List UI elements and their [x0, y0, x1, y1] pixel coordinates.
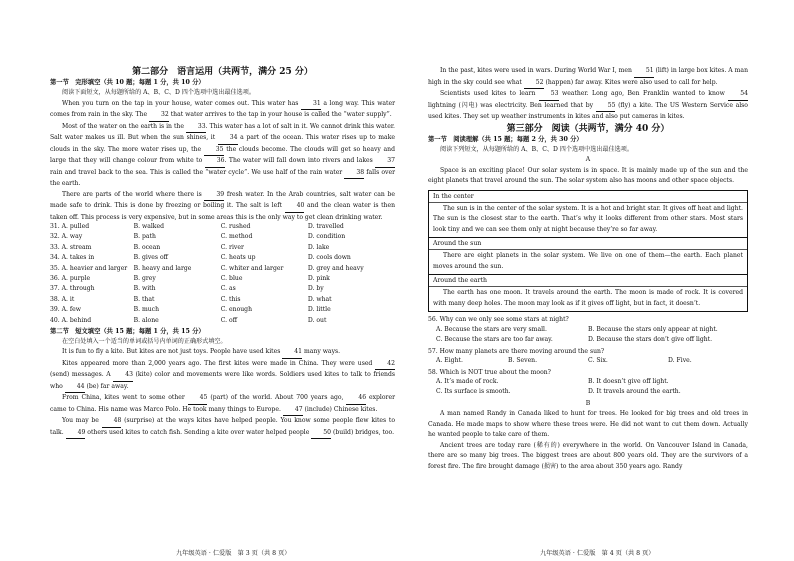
text: (be) far away.	[84, 382, 129, 390]
info-box-text: The sun is in the center of the solar system. It is a hot and bright star. It gives off heat and light. The sun is the closest star to the earth. That’s why it looks different from other stars. Most stars look tiny and we can see them only at night because they’re so far away.	[433, 204, 743, 233]
option-cell: D. by	[307, 285, 324, 293]
text: There are parts of the world where there is	[62, 190, 205, 198]
blank-35: 35	[204, 145, 224, 157]
info-box-heading: Around the sun	[429, 238, 747, 250]
answer-option[interactable]: D. Because the stars don’t give off light.	[588, 336, 713, 344]
info-box	[428, 274, 748, 312]
blank-44: 44	[65, 382, 85, 394]
text: . This water has a lot of salt in it. We cannot drink this water. Salt water makes us ill. But when the sun shines, it	[50, 122, 395, 141]
blank-45: 45	[188, 393, 208, 405]
answer-option[interactable]: C. Six.	[588, 357, 608, 365]
text: (send) messages. A	[50, 371, 114, 379]
option-row	[50, 254, 395, 264]
option-row	[50, 296, 395, 306]
blank-39: 39	[204, 190, 224, 202]
fill-paragraph-5	[428, 66, 748, 89]
option-cell: B. walked	[133, 223, 164, 230]
blank-32: 32	[149, 110, 169, 122]
text: (lift) in large box kites. A man high in the sky could see what	[428, 67, 748, 86]
option-cell: 32. A. way	[50, 233, 83, 241]
option-cell: C. method	[220, 233, 253, 241]
option-cell: 39. A. few	[50, 306, 81, 314]
passage-a-label: A	[585, 156, 591, 163]
fill-paragraph-1	[50, 347, 395, 359]
option-cell: C. enough	[220, 306, 253, 314]
blank-31: 31	[301, 99, 321, 111]
text: weather. Long ago, Ben Franklin wanted to know	[558, 90, 729, 97]
text: a long way	[320, 99, 358, 107]
fill-paragraph-3	[50, 393, 395, 416]
reading-instructions: 阅读下列短文，从每题所给的 A、B、C、D 四个选项中选出最佳选项。	[440, 145, 633, 153]
option-cell: C. as	[220, 285, 236, 293]
option-row	[50, 306, 395, 316]
option-cell: D. lake	[307, 243, 330, 251]
text: rain and travel back to the sea. This is called the “water cycle”. We use half of the rain water	[50, 168, 345, 176]
right-column	[428, 66, 748, 472]
text: From China, kites went to some other	[62, 394, 188, 402]
text: This water comes from rain in the sky. The	[50, 99, 396, 118]
passage-a-intro: Space is an exciting place! Our solar system is in space. It is mainly made up of the sun and the eight planets that travel around the sun. The solar system also has moons and other space objects.	[428, 166, 748, 184]
blank-50: 50	[311, 428, 331, 440]
blank-36: 36	[205, 156, 225, 168]
text: falls over the earth.	[50, 168, 395, 187]
option-cell: C. heats up	[220, 254, 256, 262]
blank-52: 52	[524, 78, 544, 90]
blank-38: 38	[344, 168, 364, 180]
question-stem: 57. How many planets are there moving around the sun?	[428, 347, 605, 355]
option-cell: 35. A. heavier and larger	[50, 264, 128, 272]
text: Most of the water on the earth is in the	[62, 122, 186, 130]
text: a part of the ocean. This water rises up to make clouds in the sky. The more water rises up, the	[50, 134, 395, 153]
blank-47: 47	[283, 405, 303, 417]
text: You may be	[62, 417, 102, 425]
option-row	[50, 265, 395, 275]
answer-option[interactable]: A. Eight.	[436, 357, 463, 365]
option-cell: D. condition	[307, 233, 346, 241]
answer-option[interactable]: B. Because the stars only appear at night.	[588, 325, 718, 333]
option-cell: B. ocean	[133, 243, 161, 251]
option-cell: 37. A. through	[50, 285, 95, 293]
answer-option[interactable]: A. It’s made of rock.	[436, 378, 499, 386]
text: fresh water. In the Arab countries, salt water can be made safe to drink. This is done by freezing or boiling it. The salt is left	[50, 190, 395, 209]
section-one-instructions: 阅读下面短文，从每题所给的 A、B、C、D 四个选项中选出最佳选项。	[62, 89, 255, 96]
option-cell: C. blue	[220, 274, 243, 282]
blank-42: 42	[375, 359, 395, 371]
option-cell: D. little	[307, 306, 331, 314]
text: that water arrives to the tap in your house is called the “water supply”.	[168, 111, 392, 118]
questions	[428, 315, 748, 398]
text: (fly) a kite. The US Western Service also used kites. They set up weather instruments in kites and also put cameras in kites.	[428, 101, 748, 120]
fill-paragraph-6	[428, 89, 748, 123]
text: In the past, kites were used in wars. During World War I, men	[440, 67, 634, 74]
blank-48: 48	[102, 416, 122, 428]
blank-51: 51	[634, 66, 654, 78]
info-box-text: The earth has one moon. It travels around the earth. The moon is made of rock. It is covered with many deep holes. The moon may look as if it gives off light, but in fact, it doesn’t.	[433, 289, 743, 307]
text: When you turn on the tap in your house, water comes out. This water has	[62, 99, 302, 107]
question-stem: 56. Why can we only see some stars at night?	[428, 316, 569, 324]
info-box	[428, 237, 748, 275]
option-cell: D. pink	[307, 274, 330, 282]
page-footer-left: 九年级英语 · 仁爱版 第 3 页（共 8 页）	[176, 550, 291, 557]
option-cell: 33. A. stream	[50, 243, 92, 251]
text: (include) Chinese kites.	[302, 405, 378, 413]
option-cell: 36. A. purple	[50, 274, 91, 282]
option-cell: 31. A. pulled	[50, 223, 90, 230]
text: (part) of the world. About 700 years ago,	[207, 394, 347, 402]
answer-option[interactable]: A. Because the stars are very small.	[436, 325, 547, 333]
option-cell: B. gives off	[133, 254, 168, 262]
option-cell: C. off	[220, 316, 238, 324]
cloze-paragraph-3	[50, 190, 395, 224]
option-cell: B. alone	[133, 316, 159, 324]
passage-b-paragraph-2: Ancient trees are today rare (稀有的) everywhere in the world. On Vancouver Island in Canada, there are so many big trees. The biggest trees are about 800 years old. They are the survivors of a forest fire. The fire brought damage (损害) to the area about 350 years ago. Randy	[428, 441, 748, 470]
cloze-options-table	[50, 223, 395, 327]
blank-46: 46	[346, 393, 366, 405]
answer-option[interactable]: B. It doesn’t give off light.	[588, 378, 669, 386]
blank-53: 53	[539, 89, 559, 101]
option-row	[50, 275, 395, 285]
option-cell: D. grey and heavy	[307, 264, 364, 272]
question-options	[428, 378, 748, 399]
info-boxes	[428, 190, 748, 313]
fill-paragraph-4	[50, 416, 395, 439]
text: lightning (闪电) was electricity. Ben learned that by	[428, 101, 596, 109]
option-cell: B. path	[133, 233, 156, 241]
blank-41: 41	[282, 347, 302, 359]
blank-54: 54	[728, 89, 748, 101]
part-three-title: 第三部分 阅读（共两节，满分 40 分）	[506, 123, 670, 134]
reading-section-heading: 第一节 阅读理解（共 15 题；每题 2 分，共 30 分）	[428, 135, 583, 143]
page-footer-right: 九年级英语 · 仁爱版 第 4 页（共 8 页）	[540, 550, 655, 557]
text: others used kites to catch fish. Sending a kite over water helped people	[85, 428, 312, 436]
answer-option[interactable]: D. Five.	[668, 357, 692, 365]
section-two-instructions: 在空白处填入一个适当的单词或括号内单词的正确形式填空。	[62, 337, 227, 345]
blank-43: 43	[113, 370, 133, 382]
option-cell: B. grey	[133, 274, 156, 282]
info-box-text: There are eight planets in the solar system. We live on one of them—the earth. Each planet moves around the sun.	[433, 252, 743, 270]
question-options	[428, 326, 748, 347]
option-cell: 38. A. it	[50, 295, 75, 303]
text: It is fun to fly a kite. But kites are not just toys. People have used kites	[62, 348, 283, 356]
text: (kite) color and movements were like words. Soldiers used kites to talk to friends who	[50, 371, 395, 390]
option-row	[50, 233, 395, 243]
cloze-paragraph-2	[50, 122, 395, 190]
text: Scientists used kites to learn	[440, 90, 539, 97]
blank-37: 37	[375, 156, 395, 168]
text: explorer came to China. His name was Marco Polo. He took many things to Europe.	[50, 394, 395, 413]
option-cell: C. rushed	[220, 223, 251, 230]
answer-option[interactable]: B. Seven.	[508, 357, 538, 365]
option-cell: D. cools down	[307, 254, 351, 262]
question-options	[428, 357, 748, 367]
text: . The water will fall down into rivers and lakes	[224, 157, 376, 164]
option-row	[50, 285, 395, 295]
info-box	[428, 190, 748, 239]
text: the clouds become. The clouds will get so heavy and large that they will change colour from white to	[50, 145, 395, 164]
option-cell: C. river	[220, 243, 244, 251]
option-cell: B. with	[133, 285, 156, 293]
answer-option[interactable]: C. Because the stars are too far away.	[436, 336, 553, 344]
option-cell: D. out	[307, 316, 327, 324]
blank-34: 34	[218, 133, 238, 145]
passage-b-paragraph-1: A man named Randy in Canada liked to hunt for trees. He looked for big trees and old trees in Canada. He made maps to show where these trees were. He did not want to cut them down. Actually he wanted people to take care of them.	[428, 410, 748, 439]
text: (build) bridges, too.	[331, 428, 395, 436]
blank-33: 33	[186, 122, 206, 134]
option-cell: D. travelled	[307, 223, 344, 230]
cloze-paragraph-1: When you turn on the tap in your house, water comes out. This water has 31 a long way. This water comes from rain in the sky. The 32 that water arrives to the tap in your house is called the “water supply”.	[50, 99, 395, 122]
blank-55: 55	[596, 101, 616, 113]
blank-49: 49	[66, 428, 86, 440]
option-row	[50, 244, 395, 254]
option-row	[50, 317, 395, 327]
answer-option[interactable]: C. Its surface is smooth.	[436, 388, 511, 396]
option-cell: D. what	[307, 295, 332, 303]
question-stem: 58. Which is NOT true about the moon?	[428, 368, 551, 376]
info-box-heading: In the center	[429, 191, 747, 203]
section-one-heading: 第一节 完形填空（共 10 题；每题 1 分，共 10 分）	[50, 79, 205, 86]
passage-b-label: B	[585, 399, 591, 407]
answer-option[interactable]: D. It travels around the earth.	[588, 388, 681, 396]
section-two-heading: 第二节 短文填空（共 15 题；每题 1 分，共 15 分）	[50, 327, 205, 335]
option-cell: 40. A. behind	[50, 316, 92, 324]
option-cell: 34. A. takes in	[50, 254, 95, 262]
option-cell: B. much	[133, 306, 160, 314]
text: (happen) far away. Kites were also used to call for help.	[543, 78, 718, 86]
text: many ways.	[302, 348, 341, 356]
option-cell: B. that	[133, 295, 155, 303]
part-two-title: 第二部分 语言运用（共两节，满分 25 分）	[132, 67, 313, 77]
left-column	[50, 66, 395, 439]
text: (surprise) at the ways kites have helped people. You know some people flew kites to talk.	[50, 417, 395, 436]
blank-40: 40	[285, 201, 305, 213]
option-cell: B. heavy and large	[133, 264, 192, 272]
fill-paragraph-2	[50, 359, 395, 394]
text: and the clean water is then taken off. This process is very expensive, but in some areas this is the only way to get clean drinking water.	[50, 202, 396, 221]
option-cell: C. whiter and larger	[220, 264, 284, 272]
info-box-heading: Around the earth	[429, 275, 747, 287]
text: Kites appeared more than 2,000 years ago. The first kites were made in China. They were used	[62, 359, 376, 367]
option-row	[50, 223, 395, 233]
option-cell: C. this	[220, 295, 241, 303]
